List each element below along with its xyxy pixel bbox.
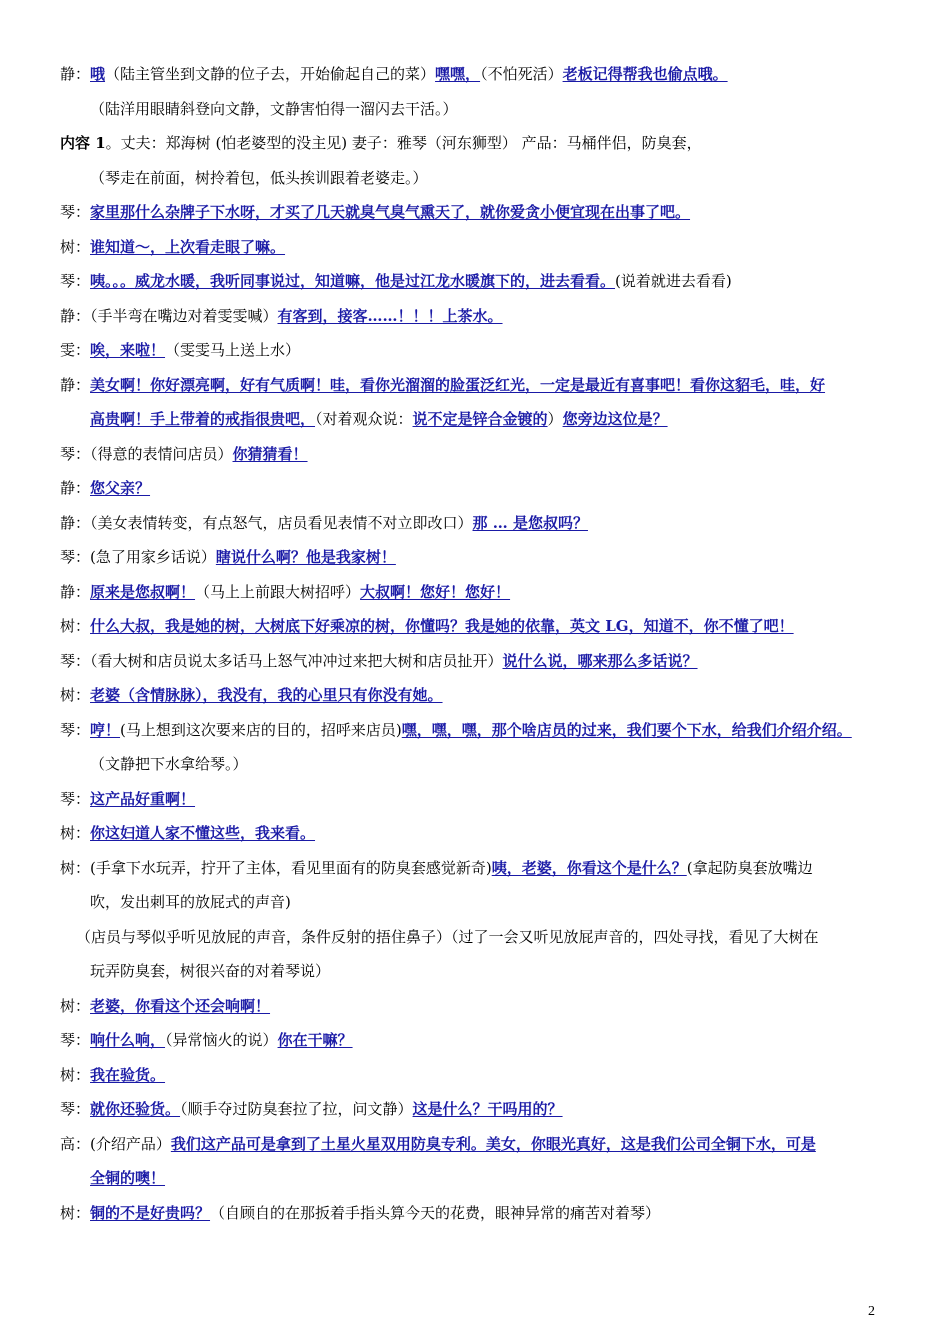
script-line: [60, 200, 890, 224]
stage-direction: 树：: [60, 1065, 91, 1084]
script-line: [60, 1097, 890, 1121]
dialogue-text: 铜的不是好贵吗？: [90, 1203, 211, 1222]
dialogue-text: 嘿嘿，: [435, 65, 481, 83]
dialogue-text: 大叔啊！您好！您好！: [360, 582, 511, 601]
dialogue-text: 咦，老婆，你看这个是什么？: [491, 858, 687, 877]
dialogue-text: 说不定是锌合金镀的: [412, 410, 548, 428]
dialogue-text: 老婆（含情脉脉），我没有，我的心里只有你没有她。: [90, 686, 443, 704]
stage-direction: （顺手夺过防臭套拉了拉，问文静）: [180, 1100, 413, 1118]
stage-direction: 玩弄防臭套，树很兴奋的对着琴说）: [90, 962, 331, 980]
script-line: [60, 649, 890, 673]
dialogue-text: 这是什么？干吗用的？: [412, 1100, 563, 1118]
script-line: [60, 683, 890, 707]
dialogue-text: 就你还验货。: [90, 1100, 181, 1118]
dialogue-text: 你这妇道人家不懂这些，我来看。: [90, 824, 316, 842]
stage-direction: 树：: [60, 686, 91, 704]
script-line: [60, 614, 890, 638]
stage-direction: 。丈夫：郑海树 (怕老婆型的没主见) 妻子：雅琴（河东狮型） 产品：马桶伴侣，防臭套，: [105, 134, 702, 152]
dialogue-text: 响什么响，: [90, 1031, 166, 1049]
script-line: [60, 718, 890, 742]
script-line: [60, 925, 890, 949]
stage-direction: 琴：: [60, 272, 91, 290]
dialogue-text: 嘿，嘿，嘿，那个啥店员的过来，我们要个下水，给我们介绍介绍。: [401, 720, 852, 739]
dialogue-text: 咦。。。威龙水暖，我听同事说过，知道嘛，他是过江龙水暖旗下的，进去看看。: [90, 272, 616, 290]
script-line: [60, 821, 890, 845]
stage-direction: （对着观众说：: [315, 410, 413, 428]
stage-direction: （陆主管坐到文静的位子去，开始偷起自己的菜）: [105, 65, 436, 83]
script-line: [60, 1063, 890, 1087]
script-line: [60, 235, 890, 259]
stage-direction: 树：: [60, 824, 91, 842]
dialogue-text: 唉，来啦！: [90, 341, 166, 359]
script-line: [60, 1201, 890, 1225]
stage-direction: 琴：: [60, 720, 91, 739]
stage-direction: 树：: [60, 1203, 91, 1222]
dialogue-text: 你猜猜看！: [232, 444, 308, 463]
script-line: [60, 62, 890, 86]
script-line: [60, 545, 890, 569]
script-line: [60, 511, 890, 535]
dialogue-text: 那 … 是您叔吗？: [472, 513, 588, 532]
dialogue-text: 这产品好重啊！: [90, 789, 196, 808]
stage-direction: 高：(介绍产品）: [60, 1134, 171, 1153]
dialogue-text: 家里那什么杂牌子下水呀，才买了几天就臭气臭气熏天了，就你爱贪小便宜现在出事了吧。: [90, 203, 691, 221]
dialogue-text: 说什么说，哪来那么多话说？: [502, 651, 698, 670]
script-line: [60, 269, 890, 293]
dialogue-text: 我在验货。: [90, 1065, 166, 1084]
dialogue-text: 您父亲？: [90, 479, 151, 497]
stage-direction: (说着就进去看看): [615, 272, 732, 290]
script-line: [60, 338, 890, 362]
script-line: [60, 580, 890, 604]
stage-direction: 树：(手拿下水玩弄，拧开了主体，看见里面有的防臭套感觉新奇): [60, 858, 492, 877]
stage-direction: 琴：（看大树和店员说太多话马上怒气冲冲过来把大树和店员扯开）: [60, 651, 503, 670]
stage-direction: （自顾自的在那扳着手指头算今天的花费，眼神异常的痛苦对着琴）: [210, 1203, 661, 1222]
stage-direction: 静：（手半弯在嘴边对着雯雯喊）: [60, 306, 278, 325]
script-line: [60, 166, 890, 190]
section-heading: 内容 1: [60, 134, 106, 152]
dialogue-text: 哦: [90, 65, 106, 83]
dialogue-text: 老板记得帮我也偷点哦。: [562, 65, 728, 83]
stage-direction: ）: [547, 410, 563, 428]
stage-direction: （文静把下水拿给琴。）: [90, 755, 248, 773]
dialogue-text: 有客到，接客……！！！上茶水。: [277, 306, 503, 325]
stage-direction: (拿起防臭套放嘴边: [686, 858, 813, 877]
stage-direction: 雯：: [60, 341, 91, 359]
dialogue-text: 老婆，你看这个还会响啊！: [90, 996, 271, 1015]
script-line: [60, 787, 890, 811]
script-line: [60, 856, 890, 880]
stage-direction: 琴：: [60, 203, 91, 221]
script-line: [60, 407, 890, 431]
stage-direction: 树：: [60, 237, 91, 256]
dialogue-text: 谁知道～，上次看走眼了嘛。: [90, 237, 286, 256]
dialogue-text: 全铜的噢！: [90, 1169, 166, 1187]
script-line: [60, 304, 890, 328]
script-line: [60, 959, 890, 983]
dialogue-text: 我们这产品可是拿到了土星火星双用防臭专利。美女，你眼光真好，这是我们公司全铜下水，可是: [170, 1134, 816, 1153]
dialogue-text: 高贵啊！手上带着的戒指很贵吧，: [90, 410, 316, 428]
dialogue-text: 您旁边这位是？: [562, 410, 668, 428]
stage-direction: （异常恼火的说）: [165, 1031, 278, 1049]
stage-direction: 静：: [60, 582, 91, 601]
script-line: [60, 1166, 890, 1190]
stage-direction: （店员与琴似乎听见放屁的声音，条件反射的捂住鼻子）（过了一会又听见放屁声音的，四处寻找，看见了大树在: [76, 927, 819, 946]
dialogue-text: 什么大叔，我是她的树，大树底下好乘凉的树，你懂吗？我是她的依靠，英文 LG，知道不，你不懂了吧！: [90, 617, 794, 635]
stage-direction: 静：: [60, 65, 91, 83]
stage-direction: （琴走在前面，树拎着包，低头挨训跟着老婆走。）: [90, 168, 428, 187]
stage-direction: 琴：: [60, 1100, 91, 1118]
stage-direction: (马上想到这次要来店的目的，招呼来店员): [120, 720, 402, 739]
stage-direction: 吹，发出刺耳的放屁式的声音): [90, 893, 291, 911]
stage-direction: 琴：: [60, 789, 91, 808]
script-line: [60, 890, 890, 914]
script-line: [60, 131, 890, 155]
stage-direction: 静：: [60, 375, 91, 394]
stage-direction: 树：: [60, 996, 91, 1015]
script-line: [60, 442, 890, 466]
page-number: 2: [868, 1304, 875, 1319]
dialogue-text: 美女啊！你好漂亮啊，好有气质啊！哇，看你光溜溜的脸蛋泛红光，一定是最近有喜事吧！看你这貂毛，哇，好: [90, 375, 826, 394]
script-line: [60, 994, 890, 1018]
stage-direction: （陆洋用眼睛斜登向文静，文静害怕得一溜闪去干活。）: [90, 99, 458, 118]
script-body: [60, 62, 890, 1235]
script-line: [60, 373, 890, 397]
stage-direction: 琴：: [60, 1031, 91, 1049]
dialogue-text: 瞎说什么啊？他是我家树！: [215, 548, 396, 566]
script-line: [60, 97, 890, 121]
stage-direction: 琴：(急了用家乡话说）: [60, 548, 216, 566]
dialogue-text: 原来是您叔啊！: [90, 582, 196, 601]
dialogue-text: 你在干嘛？: [277, 1031, 353, 1049]
stage-direction: 琴：（得意的表情问店员）: [60, 444, 233, 463]
script-line: [60, 752, 890, 776]
script-line: [60, 476, 890, 500]
stage-direction: 树：: [60, 617, 91, 635]
stage-direction: 静：: [60, 479, 91, 497]
stage-direction: 静：（美女表情转变，有点怒气，店员看见表情不对立即改口）: [60, 513, 473, 532]
stage-direction: （马上上前跟大树招呼）: [195, 582, 361, 601]
script-line: [60, 1132, 890, 1156]
stage-direction: （雯雯马上送上水）: [165, 341, 301, 359]
dialogue-text: 哼！: [90, 720, 121, 739]
stage-direction: （不怕死活）: [480, 65, 563, 83]
script-line: [60, 1028, 890, 1052]
